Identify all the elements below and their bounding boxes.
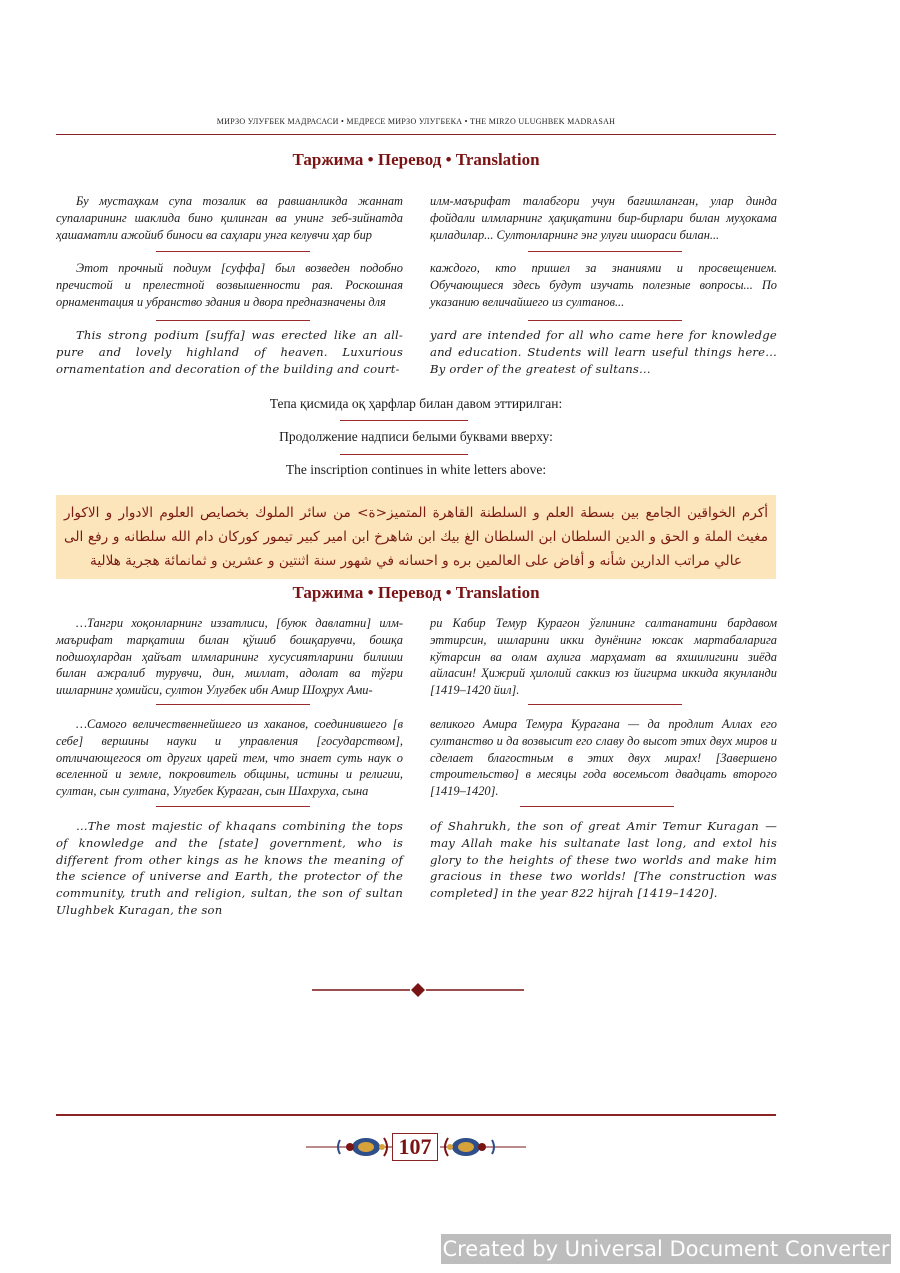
paragraph-divider <box>520 806 674 807</box>
paragraph-divider <box>156 251 310 252</box>
diamond-ornament-icon <box>312 982 524 998</box>
paragraph-divider <box>156 320 310 321</box>
paragraph-divider <box>156 806 310 807</box>
russian-paragraph-right: каждого, кто пришел за знаниями и просвещением. Обучающиеся здесь будут изучать полезные вопросы... По указанию величайшего из султанов... <box>430 261 777 309</box>
header-rule <box>56 134 776 135</box>
english-paragraph-right: yard are intended for all who came here for knowledge and education. Students will learn useful things here… By order of the greatest of sultans… <box>430 328 777 376</box>
russian-paragraph-right: великого Амира Темура Курагана — да продлит Аллах его султанство и да возвысит его славу до высот этих двух миров и сделает благостным в этих двух мирах! [Завершено строительство] в месяцы года восемьсот двадцать второго [1419–1420]. <box>430 717 777 799</box>
uzbek-paragraph-right: илм-маърифат талабгори учун бағишланган, улар динда фойдали илмларнинг ҳақиқатини бир-бирлари билан муҳокама қиладилар... Султонларнинг энг улуғи ишораси билан... <box>430 194 777 242</box>
page-number: 107 <box>392 1133 438 1161</box>
english-paragraph-right: of Shahrukh, the son of great Amir Temur Kuragan — may Allah make his sultanate last long, and extol his glory to the heights of these two worlds and make him gracious in these two worlds! [The construction was completed] in the year 822 hijrah [1419–1420]. <box>430 819 777 901</box>
arabic-inscription: أكرم الخواقين الجامع بين بسطة العلم و السلطنة القاهرة المتميز<ة> من سائر الملوك بخصايص العلوم الادوار و الاكوار مغيث الملة و الحق و الدين السلطان ابن السلطان الغ بيك ابن شاهرخ ابن امير كبير تيمور كوركان دام الله سلطانه و رفع الى عالي مراتب الدارين شأنه و أفاض على العالمين بره و احسانه في شهور سنة اثنتين و عشرين و ثمانمائة هجرية هلالية <box>64 505 768 569</box>
paragraph-divider <box>528 704 682 705</box>
footer-rule <box>56 1114 776 1116</box>
russian-paragraph-left: …Самого величественнейшего из хаканов, соединившего [в себе] вершины науки и управления [государством], отличающегося от других царей тем, что знает суть наук о вселенной и земле, покровитель общины, истины и религии, султан, сын султана, Улугбек Кураган, сын Шахруха, сына <box>56 717 403 799</box>
paragraph-divider <box>156 704 310 705</box>
continuation-divider <box>340 420 468 421</box>
watermark-banner: Created by Universal Document Converter <box>441 1234 891 1264</box>
uzbek-paragraph-right: ри Кабир Темур Курагон ўғлининг салтанатини бардавом эттирсин, ишларини икки дунёнинг юксак мартабаларига кўтарсин ва олам аҳлига марҳамат ва яхшилигини зиёда айласин! Ҳижрий ҳилолий саккиз юз йигирма иккида якунланди [1419–1420 йил]. <box>430 616 777 698</box>
section-title: Таржима • Перевод • Translation <box>292 150 540 169</box>
paragraph-divider <box>528 251 682 252</box>
inscription-box <box>56 495 776 579</box>
continuation-divider <box>340 454 468 455</box>
continuation-english: The inscription continues in white letters above: <box>285 462 547 477</box>
paragraph-divider <box>528 320 682 321</box>
english-paragraph-left: This strong podium [suffa] was erected like an all-pure and lovely highland of heaven. Luxurious ornamentation and decoration of the building and court- <box>56 328 403 376</box>
english-paragraph-left: …The most majestic of khaqans combining the tops of knowledge and the [state] government, who is different from other kings as he knows the meaning of the science of universe and Earth, the protector of the community, truth and religion, sultan, the son of sultan Ulughbek Kuragan, the son <box>56 819 403 917</box>
uzbek-paragraph-left: …Тангри хоқонларнинг иззатлиси, [буюк давлатни] илм-маърифат тарқатиш билан қўшиб бошқарувчи, бошқа подшоҳлардан ҳайъат илмларининг хусусиятларини билиши билан ажралиб турувчи, дин, миллат, адолат ва тўғри ишларнинг ҳомийси, султон Улуғбек ибн Амир Шоҳрух Ами- <box>56 616 403 698</box>
running-head: МИРЗО УЛУҒБЕК МАДРАСАСИ • МЕДРЕСЕ МИРЗО УЛУГБЕКА • THE MIRZO ULUGHBEK MADRASAH <box>216 117 616 126</box>
russian-paragraph-left: Этот прочный подиум [суффа] был возведен подобно пречистой и прелестной возвышенности рая. Роскошная орнаментация и убранство здания и двора предназначены для <box>56 261 403 309</box>
section-title: Таржима • Перевод • Translation <box>292 583 540 602</box>
continuation-russian: Продолжение надписи белыми буквами вверху: <box>279 429 553 444</box>
continuation-uzbek: Тепа қисмида оқ ҳарфлар билан давом эттирилган: <box>269 396 563 411</box>
uzbek-paragraph-left: Бу мустаҳкам супа тозалик ва равшанликда жаннат супаларининг шаклида бино қилинган ва унинг зеб-зийнатда ҳашаматли ажойиб биноси ва саҳлари унга келувчи ҳар бир <box>56 194 403 242</box>
